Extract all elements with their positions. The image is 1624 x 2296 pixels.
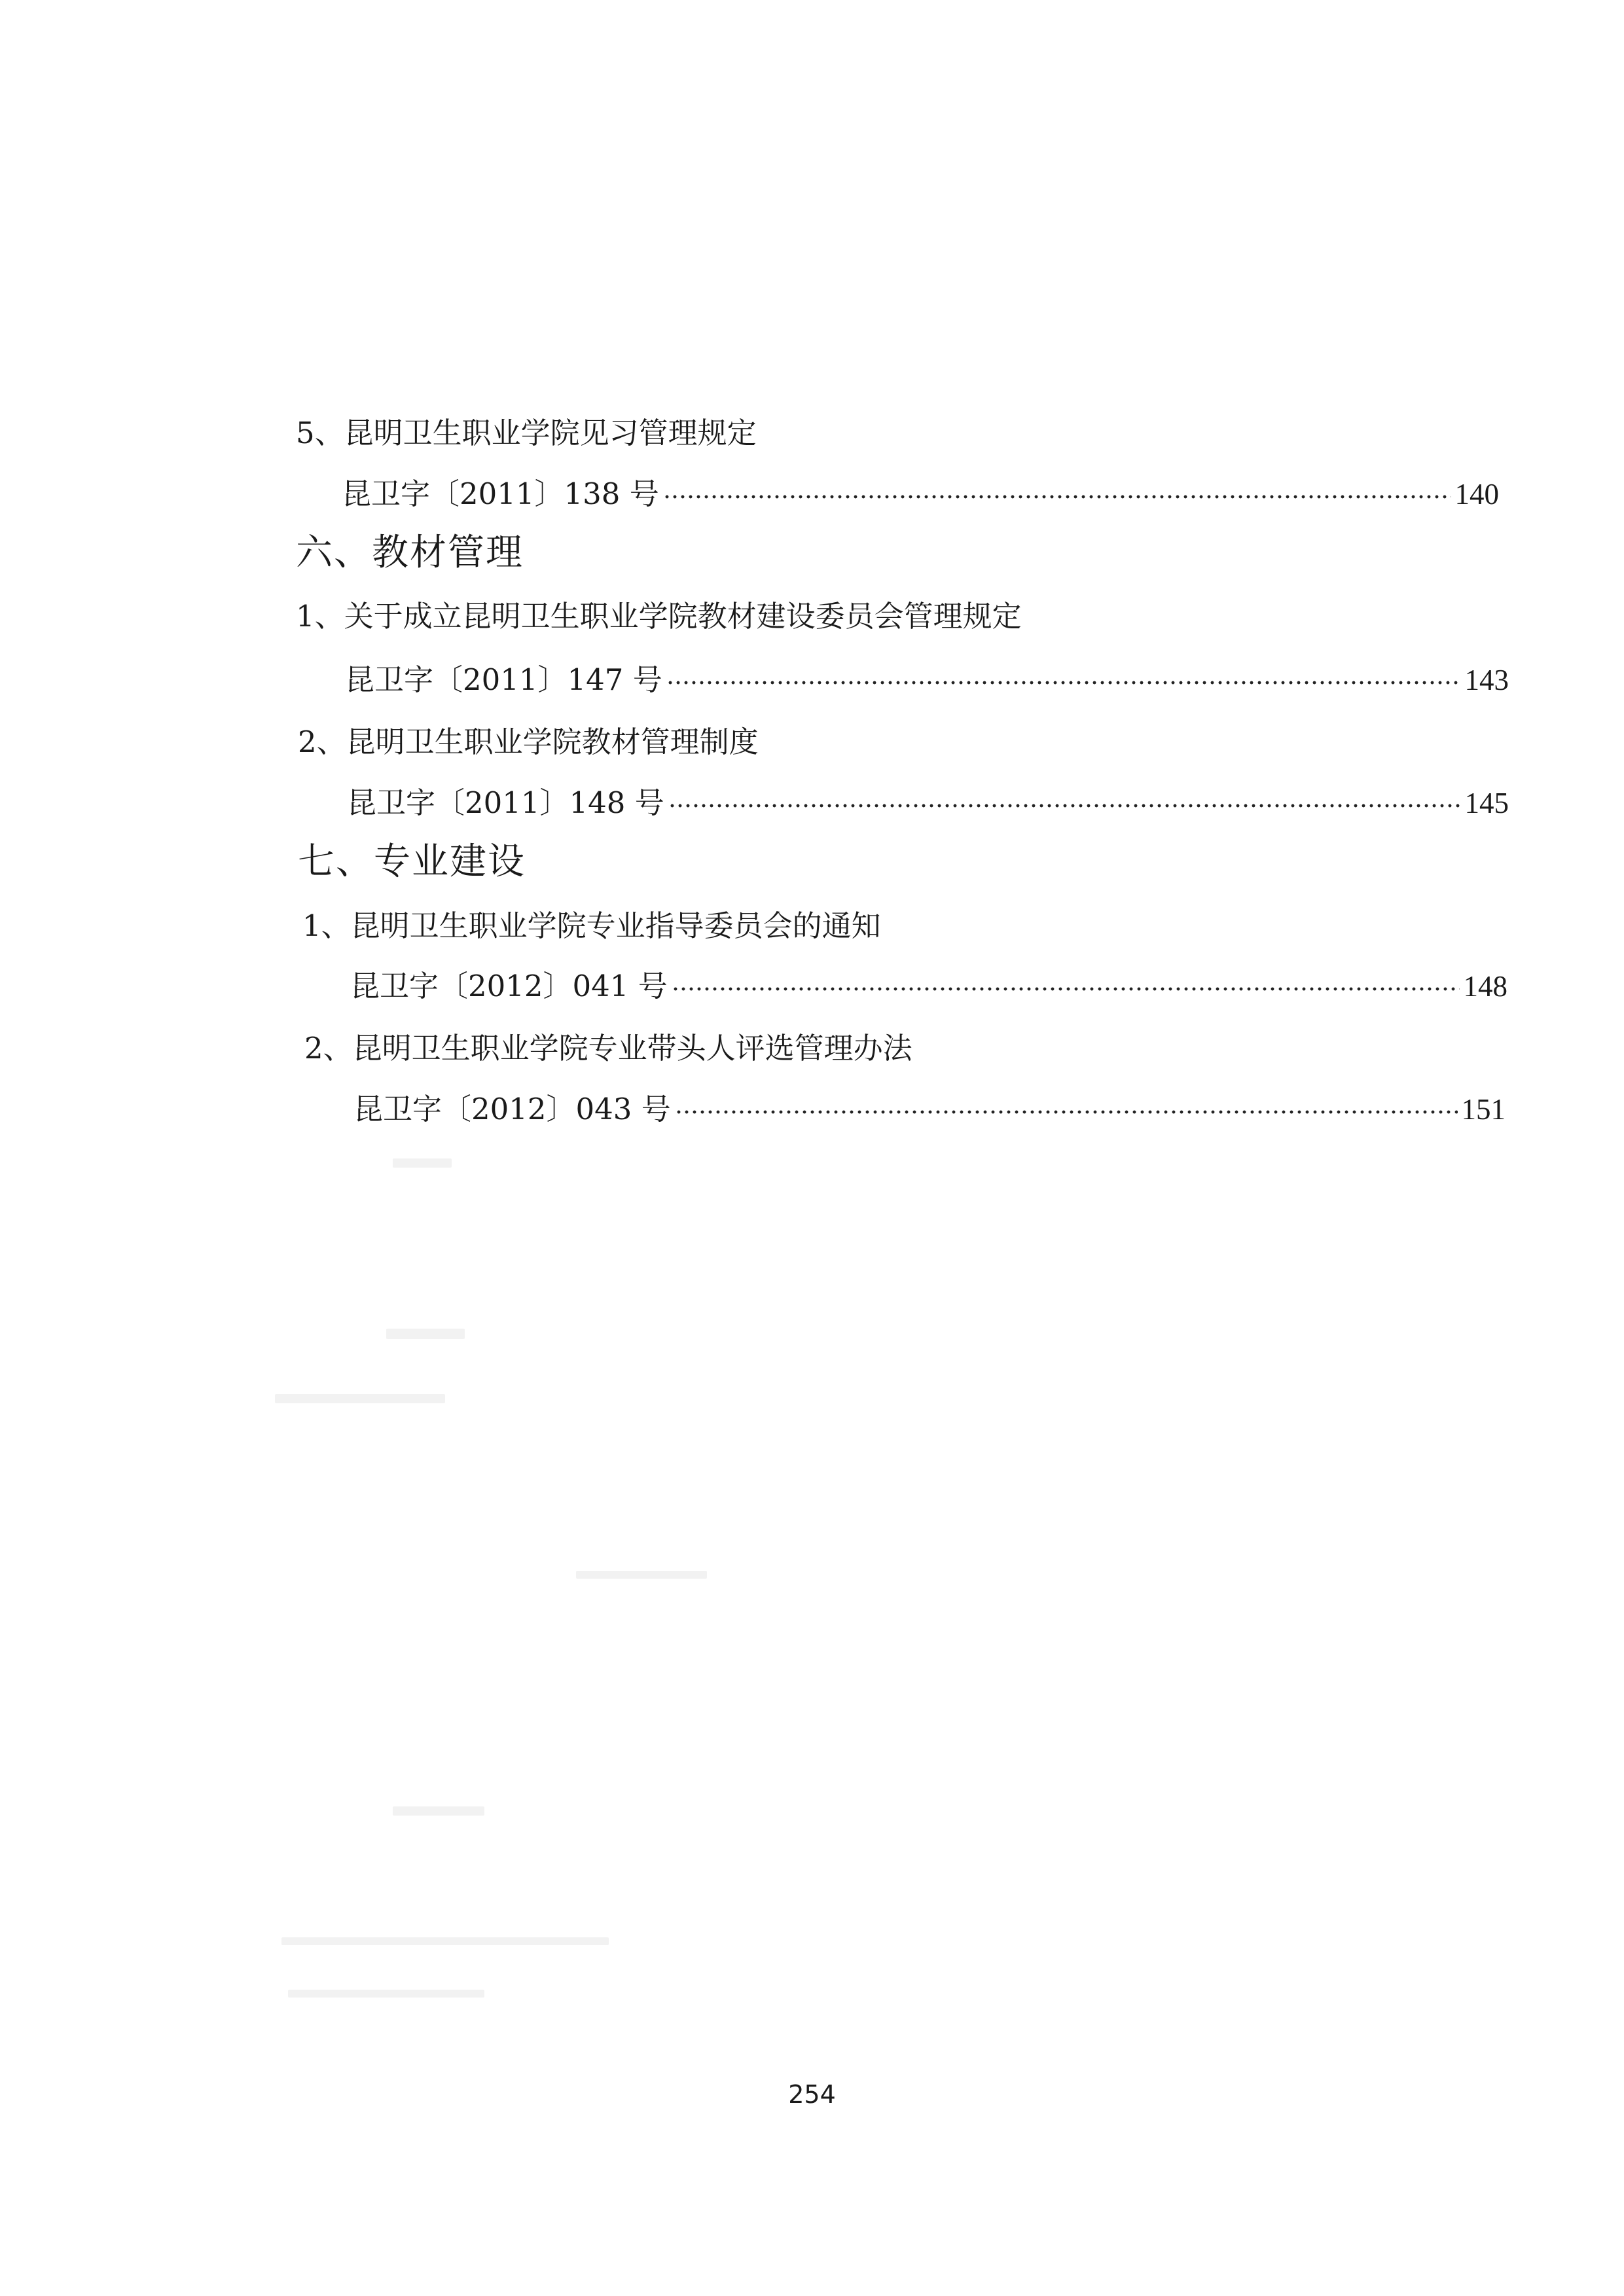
page-reference: 148 <box>1463 970 1507 1003</box>
document-reference: 昆卫字〔2012〕041 号 <box>350 969 668 1003</box>
page-reference: 151 <box>1461 1093 1506 1126</box>
document-reference: 昆卫字〔2011〕147 号 <box>345 662 662 697</box>
dot-leader <box>672 986 1460 992</box>
page-reference: 143 <box>1464 664 1509 696</box>
page-reference: 145 <box>1464 787 1509 819</box>
page-reference: 140 <box>1454 478 1499 511</box>
scan-artifact <box>275 1394 445 1403</box>
page-number: 254 <box>788 2080 836 2109</box>
toc-item-title: 1、昆明卫生职业学院专业指导委员会的通知 <box>302 908 881 943</box>
dot-leader <box>663 493 1451 500</box>
toc-entry-row <box>347 779 1509 821</box>
dot-leader <box>668 802 1461 809</box>
scan-artifact <box>576 1571 707 1579</box>
toc-entry-row <box>342 470 1499 512</box>
document-reference: 昆卫字〔2011〕138 号 <box>342 476 659 511</box>
dot-leader <box>675 1109 1458 1115</box>
toc-entry-row <box>350 962 1507 1005</box>
toc-item-title: 1、关于成立昆明卫生职业学院教材建设委员会管理规定 <box>296 599 1022 634</box>
scan-artifact <box>386 1329 465 1339</box>
toc-item-title: 5、昆明卫生职业学院见习管理规定 <box>296 416 757 450</box>
scan-artifact <box>281 1937 609 1945</box>
scan-artifact <box>393 1806 484 1816</box>
toc-item-title: 2、昆明卫生职业学院教材管理制度 <box>298 725 759 759</box>
document-reference: 昆卫字〔2011〕148 号 <box>347 785 664 820</box>
toc-entry-row <box>353 1085 1506 1128</box>
section-heading: 六、教材管理 <box>296 531 524 574</box>
dot-leader <box>666 679 1461 686</box>
toc-entry-row <box>345 656 1509 698</box>
scan-artifact <box>393 1158 452 1168</box>
toc-item-title: 2、昆明卫生职业学院专业带头人评选管理办法 <box>304 1031 912 1066</box>
document-reference: 昆卫字〔2012〕043 号 <box>353 1092 671 1126</box>
scan-artifact <box>288 1990 484 1998</box>
section-heading: 七、专业建设 <box>298 840 526 883</box>
